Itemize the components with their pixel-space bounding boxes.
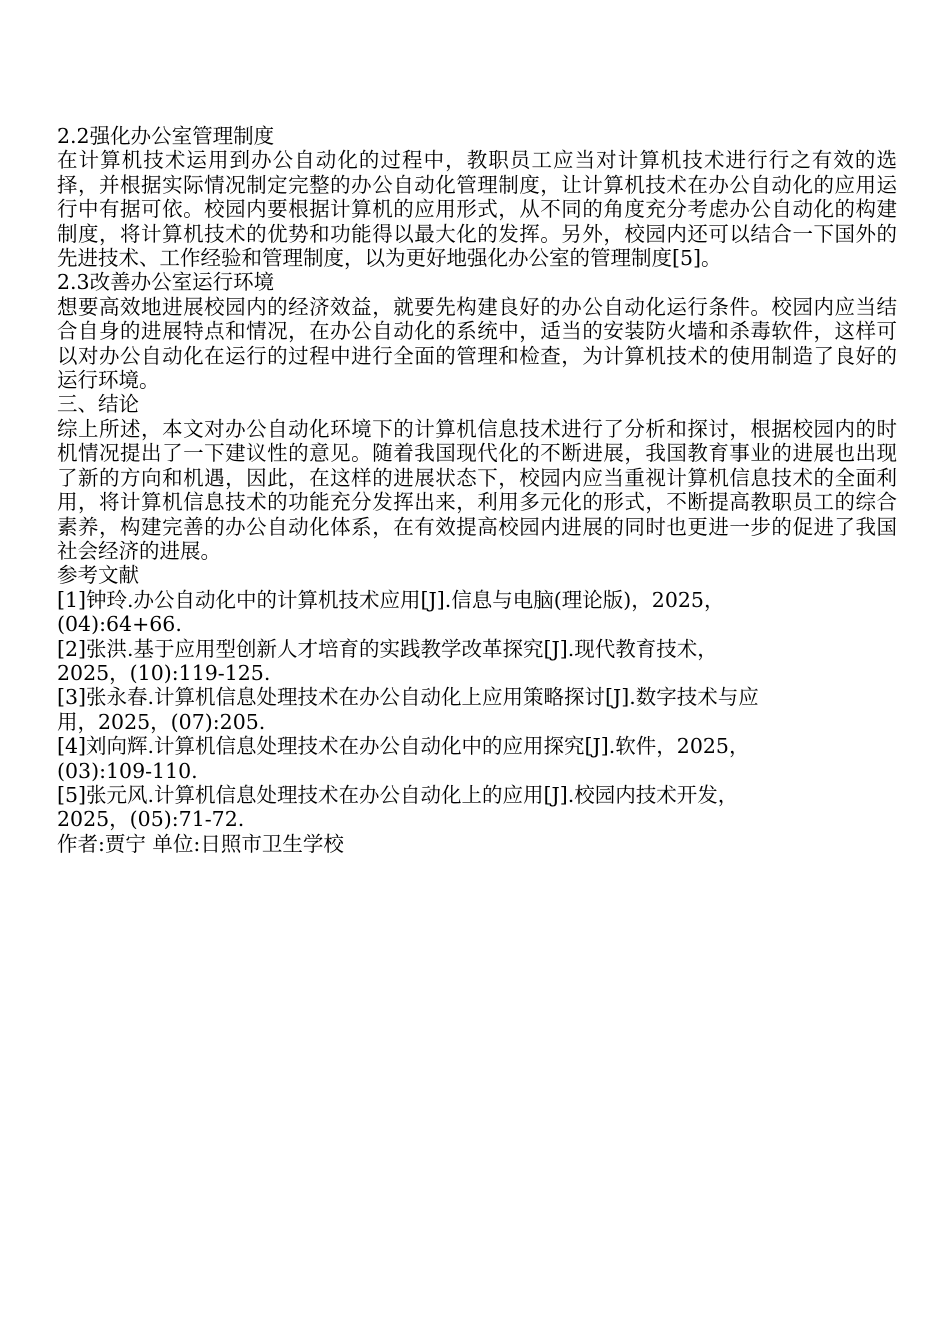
reference-item-3 xyxy=(57,685,897,734)
section-heading-2-2: 2.2强化办公室管理制度 xyxy=(57,124,275,148)
reference-line: [5]张元风.计算机信息处理技术在办公自动化上的应用[J].校园内技术开发， xyxy=(57,782,739,807)
reference-line: (03):109-110. xyxy=(57,758,198,783)
reference-line: (04):64+66. xyxy=(57,612,182,637)
reference-line: [1]钟玲.办公自动化中的计算机技术应用[J].信息与电脑(理论版)，2025， xyxy=(57,587,725,612)
references-heading: 参考文献 xyxy=(57,563,139,588)
section-paragraph-2-2: 在计算机技术运用到办公自动化的过程中，教职员工应当对计算机技术进行行之有效的选择，并根据实际情况制定完整的办公自动化管理制度，让计算机技术在办公自动化的应用运行中有据可依。校园内要根据计算机的应用形式，从不同的角度充分考虑办公自动化的构建制度，将计算机技术的优势和功能得以最大化的发挥。另外，校园内还可以结合一下国外的先进技术、工作经验和管理制度，以为更好地强化办公室的管理制度[5]。 xyxy=(57,148,897,271)
reference-line: [2]张洪.基于应用型创新人才培育的实践教学改革探究[J].现代教育技术， xyxy=(57,636,718,661)
conclusion-paragraph: 综上所述，本文对办公自动化环境下的计算机信息技术进行了分析和探讨，根据校园内的时机情况提出了一下建议性的意见。随着我国现代化的不断进展，我国教育事业的进展也出现了新的方向和机遇，因此，在这样的进展状态下，校园内应当重视计算机信息技术的全面利用，将计算机信息技术的功能充分发挥出来，利用多元化的形式，不断提高教职员工的综合素养，构建完善的办公自动化体系，在有效提高校园内进展的同时也更进一步的促进了我国社会经济的进展。 xyxy=(57,416,897,563)
section-heading-2-3: 2.3改善办公室运行环境 xyxy=(57,270,275,295)
reference-item-4 xyxy=(57,734,897,783)
reference-line: [4]刘向辉.计算机信息处理技术在办公自动化中的应用探究[J].软件，2025， xyxy=(57,734,750,759)
reference-item-5 xyxy=(57,783,897,832)
reference-line: [3]张永春.计算机信息处理技术在办公自动化上应用策略探讨[J].数字技术与应 xyxy=(57,685,759,710)
reference-line: 2025，(05):71-72. xyxy=(57,807,245,832)
conclusion-heading: 三、结论 xyxy=(57,392,139,417)
section-paragraph-2-3: 想要高效地进展校园内的经济效益，就要先构建良好的办公自动化运行条件。校园内应当结合自身的进展特点和情况，在办公自动化的系统中，适当的安装防火墙和杀毒软件，这样可以对办公自动化在运行的过程中进行全面的管理和检查，为计算机技术的使用制造了良好的运行环境。 xyxy=(57,294,897,393)
reference-line: 2025，(10):119-125. xyxy=(57,660,271,685)
reference-item-2 xyxy=(57,637,897,686)
document-page xyxy=(57,124,897,856)
reference-line: 用，2025，(07):205. xyxy=(57,709,266,734)
author-line: 作者:贾宁 单位:日照市卫生学校 xyxy=(57,831,344,856)
reference-item-1 xyxy=(57,588,897,637)
